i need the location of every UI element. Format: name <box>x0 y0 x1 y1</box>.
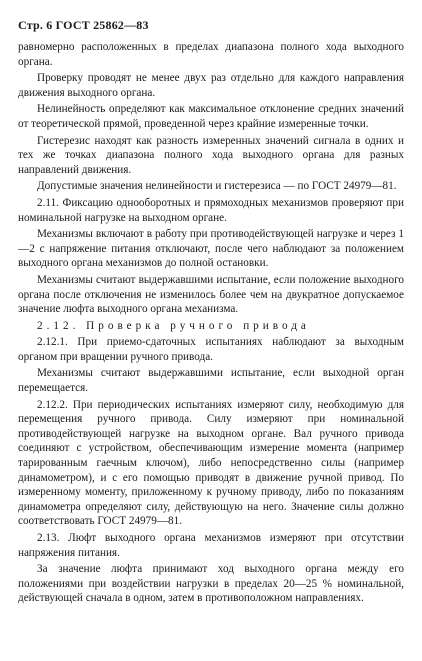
paragraph-tolerances: Допустимые значения нелинейности и гистерезиса — по ГОСТ 24979—81. <box>37 180 397 193</box>
paragraph-fixation-criteria: Механизмы считают выдержавшими испытание, если положение выходного органа после отключения не изменилось более чем на двукратное допускаемое значение люфта выходного органа механизма. <box>18 273 404 316</box>
paragraph-section-2-12-1: 2.12.1. При приемо-сдаточных испытаниях наблюдают за выходным органом при вращении ручного привода. <box>18 336 404 363</box>
paragraph-continuation: равномерно расположенных в пределах диапазона полного хода выходного органа. <box>18 41 404 68</box>
paragraph-backlash-value: За значение люфта принимают ход выходного органа между его положениями при воздействии нагрузки в пределах 20—25 % номинальной, действующей сначала в одном, затем в противоположном направлениях. <box>18 563 404 605</box>
page-header: Стр. 6 ГОСТ 25862—83 <box>18 18 149 32</box>
paragraph-manual-drive-criteria: Механизмы считают выдержавшими испытание, если выходной орган перемещается. <box>18 367 404 395</box>
section-heading-2-12: 2.12. Проверка ручного привода <box>37 319 310 332</box>
paragraph-section-2-12-2: 2.12.2. При периодических испытаниях измеряют силу, необходимую для перемещения ручного привода. Силу измеряют при номинальной противодействующей нагрузке на выходном органе. Вал ручного привода соединяют с устройством, обеспечивающим измерение момента (например тарированным гаечным ключом), либо непосредственно силы (например динамометром), и с его помощью приводят в движение ручной привод. По измеренному моменту, приложенному к ручному приводу, либо по показаниям динамометра определяют силу, действующую на него. Значение силы должно соответствовать ГОСТ 24979—81. <box>18 398 404 528</box>
paragraph-nonlinearity: Нелинейность определяют как максимальное отклонение средних значений от теоретической прямой, проведенной через крайние измеренные точки. <box>18 103 404 130</box>
document-body <box>18 40 404 608</box>
paragraph-fixation-procedure: Механизмы включают в работу при противодействующей нагрузке и через 1—2 с напряжение питания отключают, после чего наблюдают за положением выходного органа механизмов до полной остановки. <box>18 228 404 270</box>
paragraph-check-procedure: Проверку проводят не менее двух раз отдельно для каждого направления движения выходного органа. <box>18 72 404 99</box>
paragraph-section-2-11: 2.11. Фиксацию однооборотных и прямоходных механизмов проверяют при номинальной нагрузке на выходном органе. <box>18 196 404 224</box>
paragraph-hysteresis: Гистерезис находят как разность измеренных значений сигнала в одних и тех же точках диапазона полного хода выходного органа для разных направлений движения. <box>18 134 404 176</box>
paragraph-section-2-13: 2.13. Люфт выходного органа механизмов измеряют при отсутствии напряжения питания. <box>18 532 404 559</box>
